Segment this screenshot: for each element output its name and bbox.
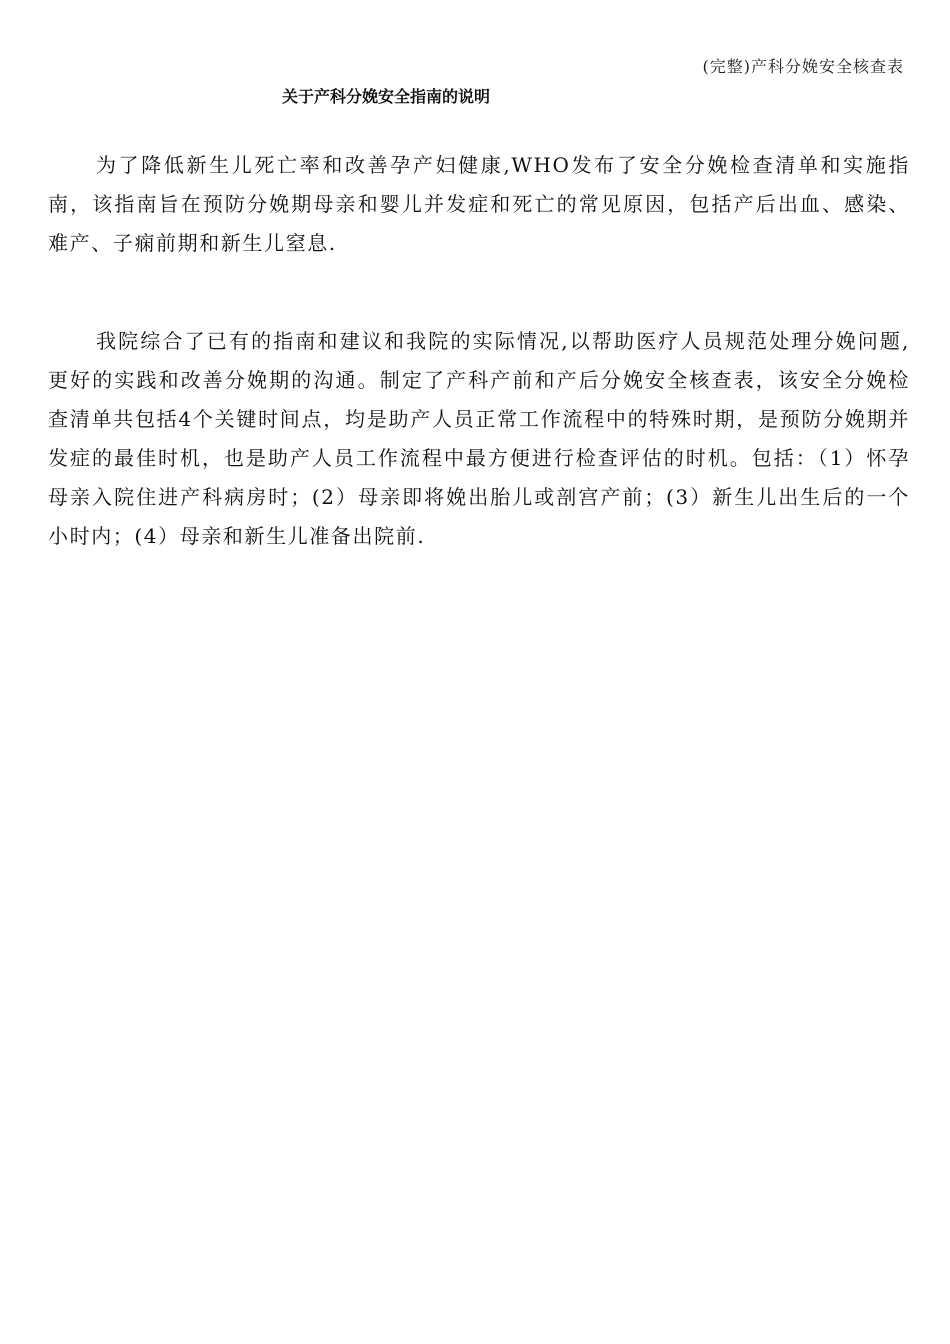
running-header: (完整)产科分娩安全核查表 xyxy=(702,57,904,76)
document-title: 关于产科分娩安全指南的说明 xyxy=(282,87,491,106)
paragraph-1: 为了降低新生儿死亡率和改善孕产妇健康,WHO发布了安全分娩检查清单和实施指南，该指南旨在预防分娩期母亲和婴儿并发症和死亡的常见原因，包括产后出血、感染、难产、子痫前期和新生儿窒息. xyxy=(48,153,910,255)
paragraph-2: 我院综合了已有的指南和建议和我院的实际情况,以帮助医疗人员规范处理分娩问题,更好的实践和改善分娩期的沟通。制定了产科产前和产后分娩安全核查表，该安全分娩检查清单共包括4个关键时间点，均是助产人员正常工作流程中的特殊时期，是预防分娩期并发症的最佳时机，也是助产人员工作流程中最方便进行检查评估的时机。包括：（1）怀孕母亲入院住进产科病房时；(2）母亲即将娩出胎儿或剖宫产前；(3）新生儿出生后的一个小时内；(4）母亲和新生儿准备出院前. xyxy=(48,329,910,548)
